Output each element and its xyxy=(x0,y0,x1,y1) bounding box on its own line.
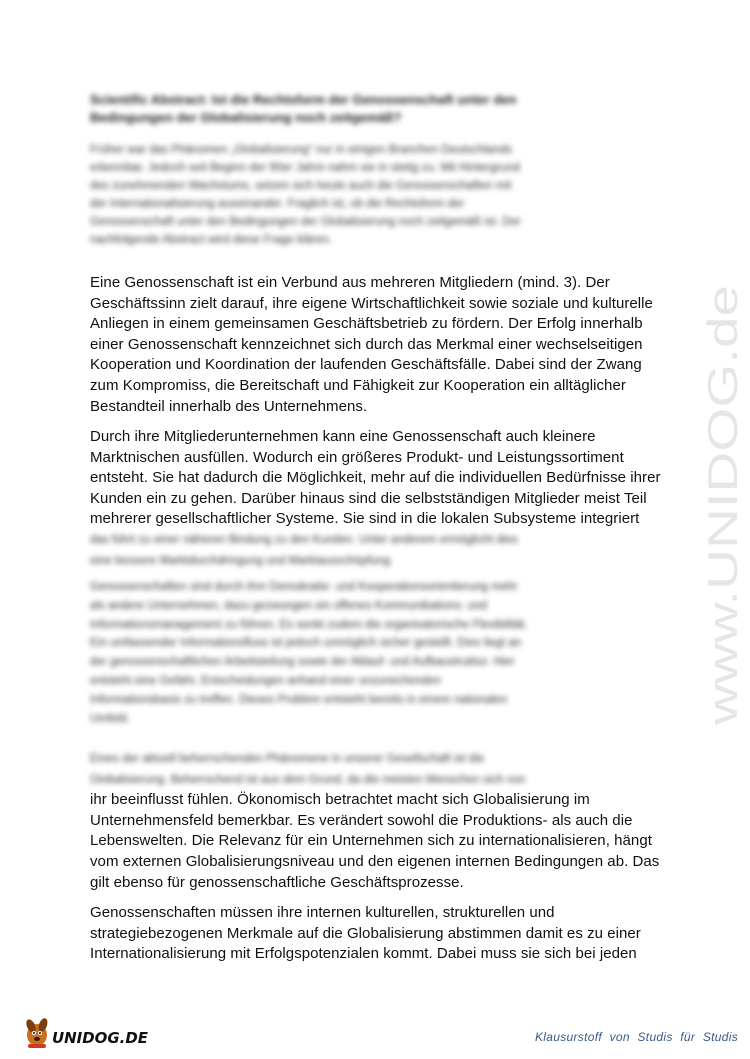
tagline-word: Studis xyxy=(702,1030,738,1044)
text-line: vom externen Globalisierungsniveau und den eigenen internen Bedingungen ab. Das xyxy=(90,852,660,870)
text-line: Marktnischen ausfüllen. Wodurch ein größeres Produkt- und Leistungssortiment xyxy=(90,448,624,466)
text-line: der genossenschaftlichen Arbeitsteilung sowie der Ablauf- und Aufbaustruktur. Hier xyxy=(90,656,515,669)
text-line-blurred: Eines der aktuell beherrschenden Phänomene in unserer Gesellschaft ist die xyxy=(90,753,485,765)
text-line: ihr beeinflusst fühlen. Ökonomisch betrachtet macht sich Globalisierung im xyxy=(90,791,590,809)
document-title xyxy=(90,91,650,127)
paragraph-3-blurred xyxy=(90,578,665,728)
paragraph-1 xyxy=(90,273,665,417)
text-line: Genossenschaften sind durch ihre Demokratie- und Kooperationsorientierung mehr xyxy=(90,581,518,593)
paragraph-4 xyxy=(90,749,665,893)
tagline-word: Studis xyxy=(637,1030,673,1044)
title-line: Bedingungen der Globalisierung noch zeitgemäß? xyxy=(90,110,402,125)
text-line: entsteht eine Gefahr, Entscheidungen anhand einer unzureichenden xyxy=(90,674,442,687)
text-line: als andere Unternehmen, dazu gezwungen ein offenes Kommunikations- und xyxy=(90,599,488,612)
text-line: erkennbar. Jedoch seit Beginn der 90er Jahre nahm sie in stetig zu. Mit Hintergrund xyxy=(90,162,520,174)
title-line: Scientific Abstract: Ist die Rechtsform der Genossenschaft unter den xyxy=(90,92,517,107)
watermark xyxy=(695,280,750,730)
text-line: Genossenschaft unter den Bedingungen der Globalisierung noch zeitgemäß ist. Der xyxy=(90,216,521,228)
text-line: Informationsbasis zu treffen. Dieses Problem entsteht bereits in einem nationalen xyxy=(90,693,508,706)
text-line: Lebenswelten. Die Relevanz für ein Unternehmen sich zu internationalisieren, hängt xyxy=(90,832,652,850)
tagline-word: von xyxy=(609,1030,630,1044)
text-line: Ein umfassender Informationsfluss ist jedoch unmöglich sicher gestellt. Dies liegt an xyxy=(90,637,522,650)
text-line: Internationalisierung mit Erfolgspotenzialen kommt. Dabei muss sie sich bei jeden xyxy=(90,945,637,963)
intro-paragraph-blurred xyxy=(90,141,665,249)
text-line: Anliegen in einem gemeinsamen Geschäftsbetrieb zu fördern. Der Erfolg innerhalb xyxy=(90,315,643,333)
text-line: Genossenschaften müssen ihre internen kulturellen, strukturellen und xyxy=(90,904,555,921)
text-line: Informationsmanagement zu führen. Es senkt zudem die organisatorische Flexibilität. xyxy=(90,618,528,631)
unidog-logo xyxy=(22,1013,152,1053)
text-line: Umfeld. xyxy=(90,712,130,725)
text-line: entsteht. Sie hat dadurch die Möglichkeit, mehr auf die individuellen Bedürfnisse ihrer xyxy=(90,469,661,487)
text-line: strategiebezogenen Merkmale auf die Globalisierung abstimmen damit es zu einer xyxy=(90,924,641,942)
text-line: Bestandteil innerhalb des Unternehmens. xyxy=(90,397,368,415)
paragraph-2 xyxy=(90,427,665,571)
text-line: einer Genossenschaft kennzeichnet sich durch das Merkmal einer wechselseitigen xyxy=(90,335,643,353)
text-line: Eine Genossenschaft ist ein Verbund aus mehreren Mitgliedern (mind. 3). Der xyxy=(90,274,610,291)
text-line: Durch ihre Mitgliederunternehmen kann eine Genossenschaft auch kleinere xyxy=(90,428,596,445)
paragraph-5 xyxy=(90,903,665,965)
text-line-blurred: das führt zu einer näheren Bindung zu den Kunden. Unter anderem ermöglicht dies xyxy=(90,533,518,546)
text-line: der Internationalisierung auseinander. Fraglich ist, ob die Rechtsform der xyxy=(90,198,465,210)
text-line: des zunehmenden Wachstums, setzen sich heute auch die Genossenschaften mit xyxy=(90,180,512,192)
watermark-text: www.UNIDOG.de xyxy=(699,398,746,725)
text-line: Früher war das Phänomen „Globalisierung“ nur in einigen Branchen Deutschlands xyxy=(90,144,512,156)
text-line-blurred: Globalisierung. Beherrschend ist aus dem Grund, da die meisten Menschen sich von xyxy=(90,773,526,786)
text-line: Kooperation und Koordination der laufenden Geschäftsfälle. Dabei sind der Zwang xyxy=(90,356,642,374)
text-line: mehrerer gesellschaftlicher Systeme. Sie sind in die lokalen Subsysteme integriert xyxy=(90,510,640,528)
text-line: zum Kompromiss, die Bereitschaft und Fähigkeit zur Kooperation ein alltäglicher xyxy=(90,376,626,394)
logo-text: UNIDOG.DE xyxy=(52,1029,149,1047)
tagline-word: für xyxy=(680,1030,696,1044)
footer-tagline xyxy=(531,1030,738,1044)
text-line: gilt ebenso für genossenschaftliche Geschäftsprozesse. xyxy=(90,873,464,891)
text-line: nachfolgende Abstract wird diese Frage klären. xyxy=(90,234,333,246)
text-line: Kunden ein zu gehen. Darüber hinaus sind die selbstständigen Mitglieder meist Teil xyxy=(90,489,647,507)
text-line-blurred: eine bessere Marktdurchdringung und Marktausschöpfung. xyxy=(90,554,394,567)
text-line: Geschäftssinn zielt darauf, ihre eigene Wirtschaftlichkeit sowie soziale und kulturelle xyxy=(90,294,653,312)
text-line: Unternehmensfeld bemerkbar. Es verändert sowohl die Produktions- als auch die xyxy=(90,811,633,829)
tagline-word: Klausurstoff xyxy=(535,1030,602,1044)
dog-mascot-icon xyxy=(24,1017,49,1048)
